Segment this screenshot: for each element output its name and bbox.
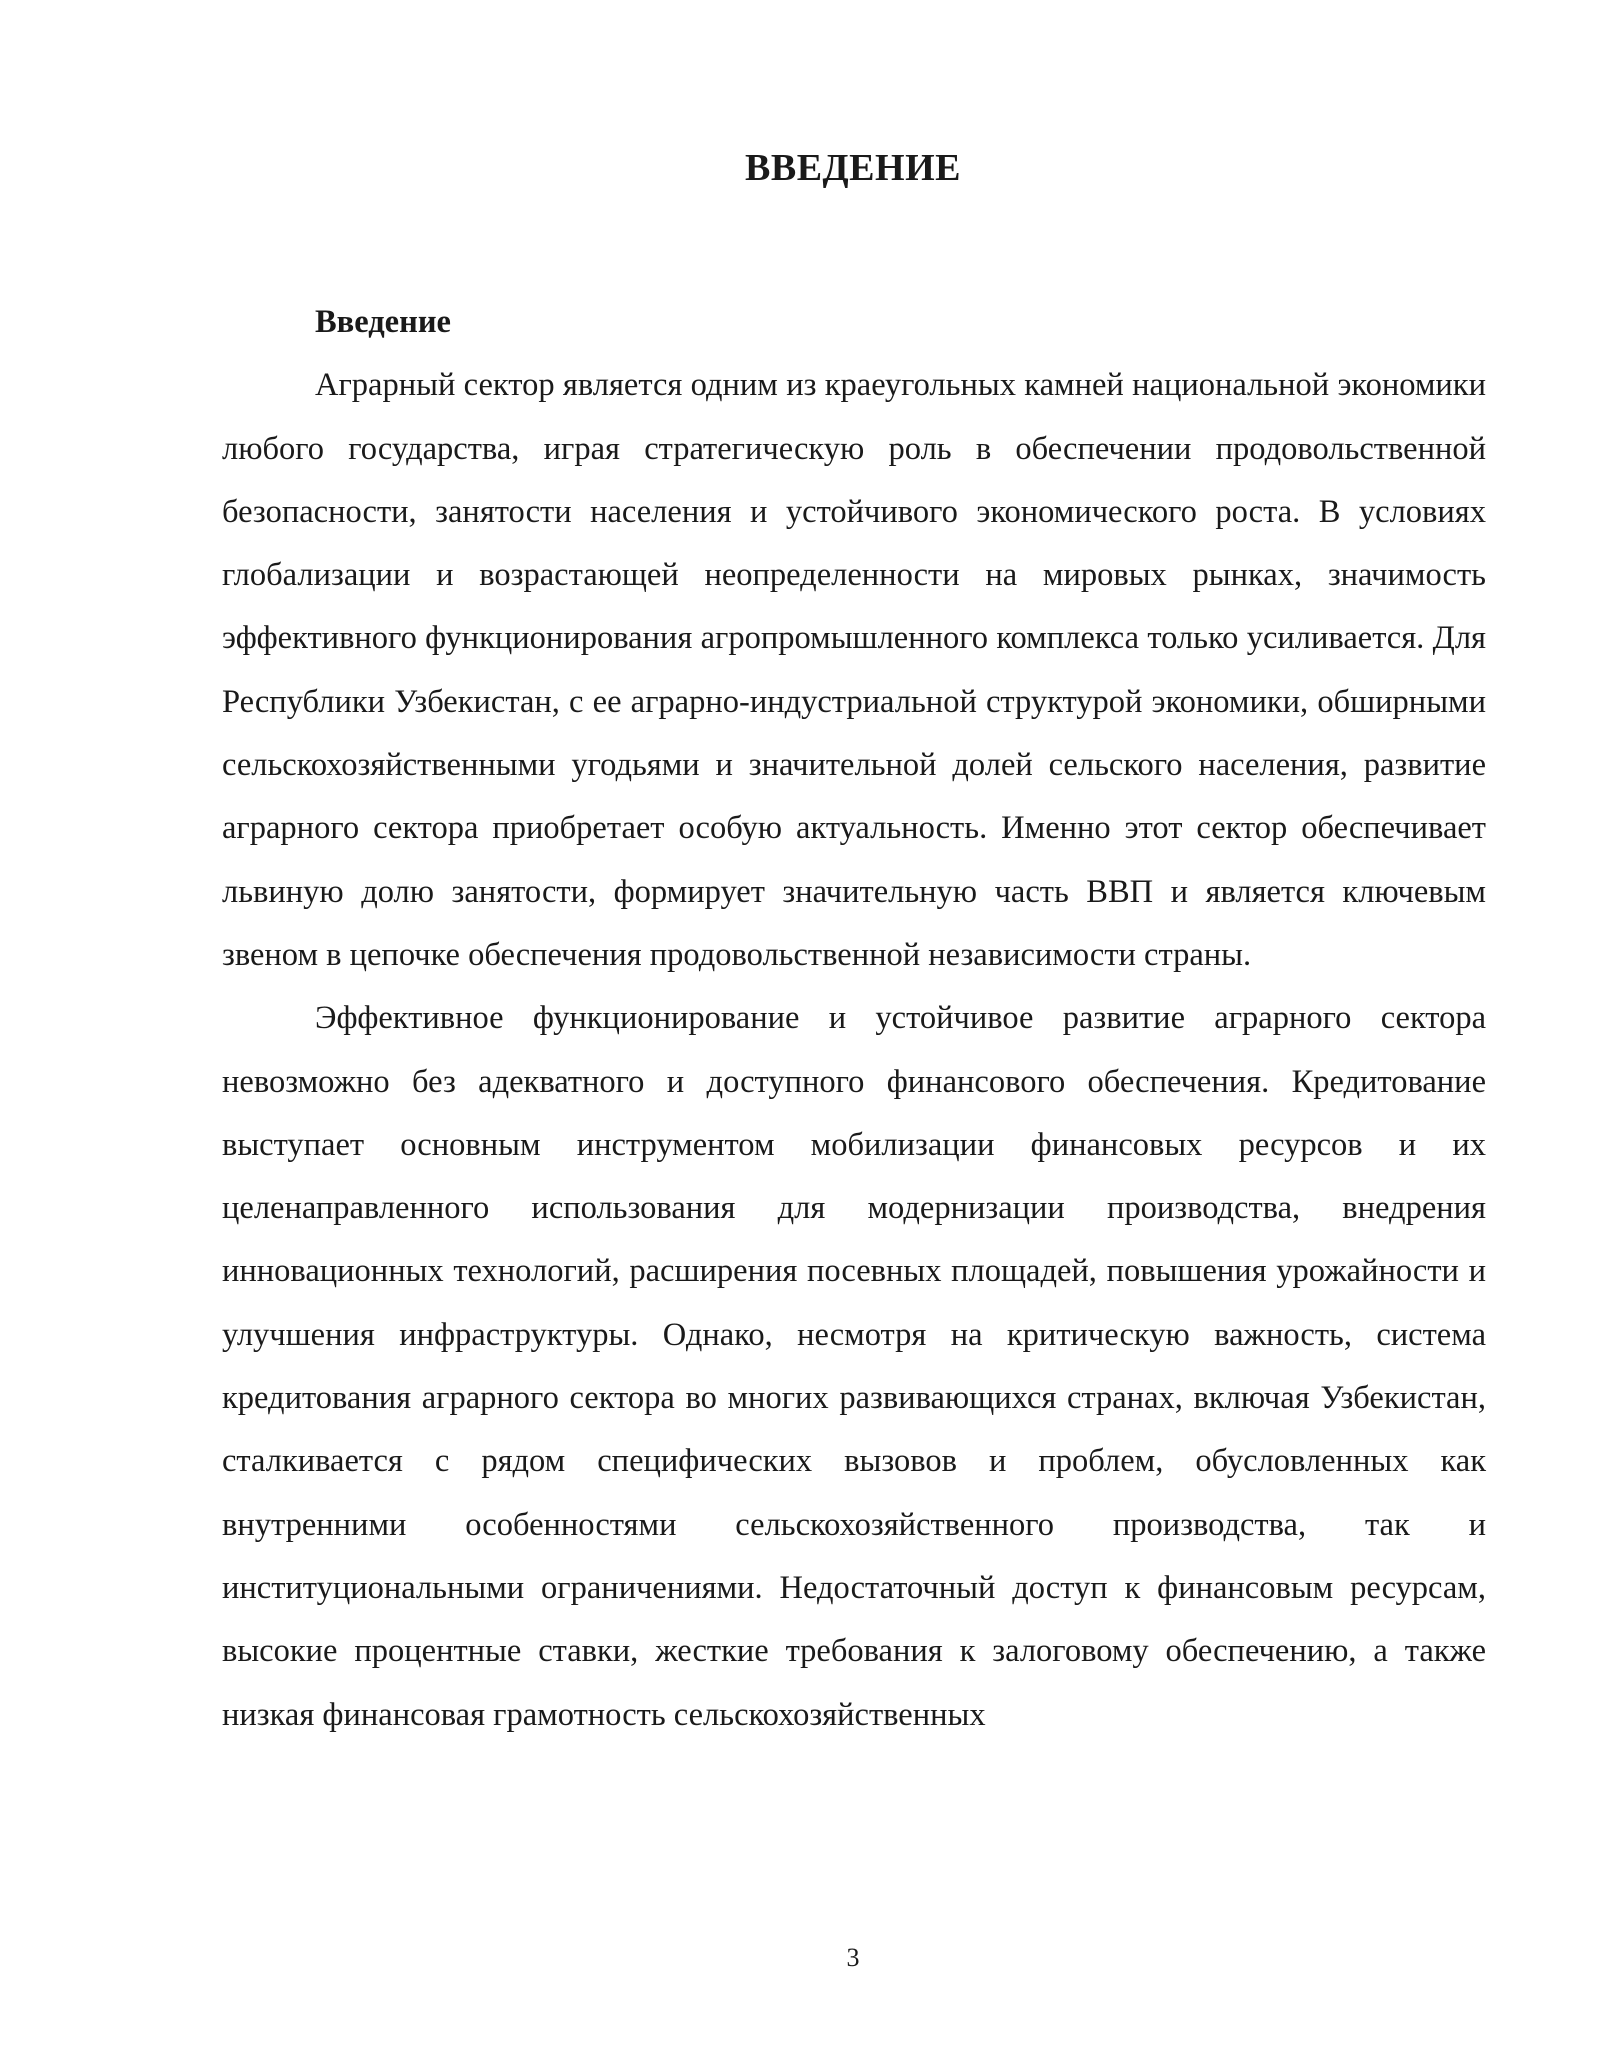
paragraph: Эффективное функционирование и устойчивое развитие аграрного сектора невозможно без адекватного и доступного финансового обеспечения. Кредитование выступает основным инструментом мобилизации финансовых ресурсов и их целенаправленного использования для модернизации производства, внедрения инновационных технологий, расширения посевных площадей, повышения урожайности и улучшения инфраструктуры. Однако, несмотря на критическую важность, система кредитования аграрного сектора во многих развивающихся странах, включая Узбекистан, сталкивается с рядом специфических вызовов и проблем, обусловленных как внутренними особенностями сельскохозяйственного производства, так и институциональными ограничениями. Недостаточный доступ к финансовым ресурсам, высокие процентные ставки, жесткие требования к залоговому обеспечению, а также низкая финансовая грамотность сельскохозяйственных — [222, 1000, 1486, 1733]
body-text — [222, 291, 1486, 1747]
paragraph: Аграрный сектор является одним из краеугольных камней национальной экономики любого государства, играя стратегическую роль в обеспечении продовольственной безопасности, занятости населения и устойчивого экономического роста. В условиях глобализации и возрастающей неопределенности на мировых рынках, значимость эффективного функционирования агропромышленного комплекса только усиливается. Для Республики Узбекистан, с ее аграрно-индустриальной структурой экономики, обширными сельскохозяйственными угодьями и значительной долей сельского населения, развитие аграрного сектора приобретает особую актуальность. Именно этот сектор обеспечивает львиную долю занятости, формирует значительную часть ВВП и является ключевым звеном в цепочке обеспечения продовольственной независимости страны. — [222, 367, 1486, 973]
page-title: ВВЕДЕНИЕ — [745, 147, 961, 189]
section-heading: Введение — [315, 304, 451, 340]
page-number: 3 — [846, 1943, 860, 1972]
